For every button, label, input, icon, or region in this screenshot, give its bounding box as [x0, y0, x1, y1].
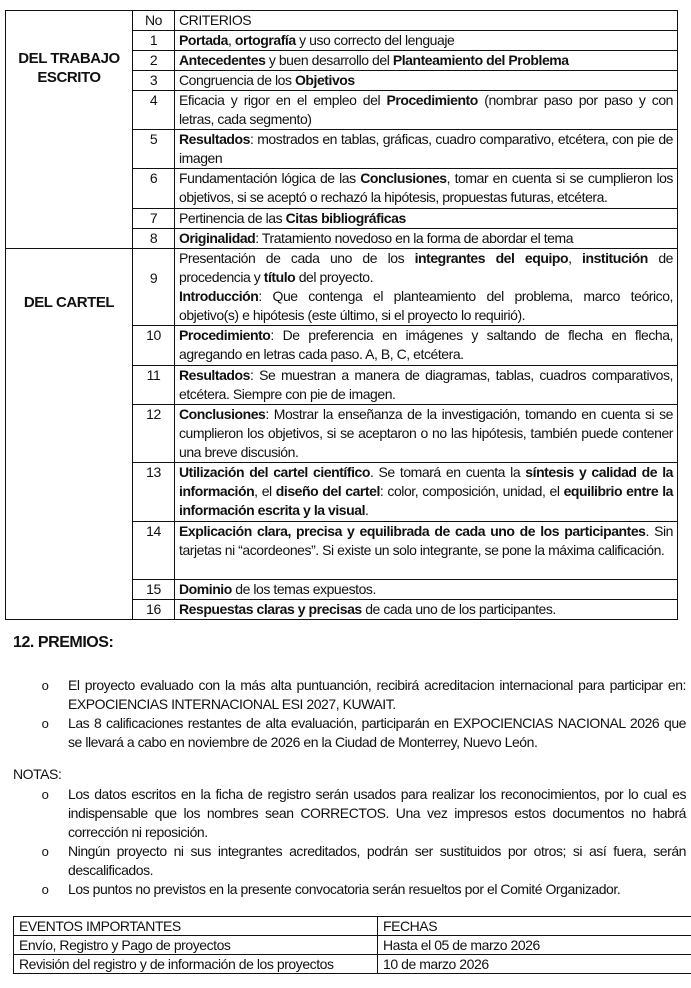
- criteria-text-part: : Tratamiento novedoso en la forma de abordar el tema: [255, 230, 574, 246]
- criteria-text-bold: Objetivos: [294, 72, 355, 88]
- criteria-text-bold: Originalidad: [179, 230, 256, 246]
- criteria-text-bold: Utilización del cartel científico: [179, 464, 370, 480]
- notas-item: o Los datos escritos en la ficha de registro serán usados para realizar los reconocimientos, por lo cual es indispensable que los nombres sean CORRECTOS. Una vez impresos estos documentos no habrá corrección ni reposición.: [41, 786, 686, 840]
- criteria-text-bold: Procedimiento: [179, 327, 271, 343]
- criteria-number: 4: [133, 91, 175, 130]
- criteria-text-part: del proyecto.: [295, 269, 374, 285]
- notas-item: o Los puntos no previstos en la presente convocatoria serán resueltos por el Comité Organizador.: [41, 881, 621, 897]
- criteria-text-bold: título: [263, 269, 296, 285]
- criteria-text-part: : Que contenga el planteamiento del problema, marco teórico, objetivo(s) e hipótesis (este último, si el proyecto lo requirió).: [179, 288, 673, 323]
- criteria-text-bold: integrantes del equipo: [414, 250, 569, 266]
- criteria-number: 13: [133, 463, 175, 522]
- criteria-text-part: ,: [227, 32, 235, 48]
- criteria-text-bold: Portada: [179, 32, 228, 48]
- criteria-text-part: , tomar en cuenta si se cumplieron los objetivos, si se aceptó o rechazó la hipótesis, propuestas futuras, etcétera.: [179, 170, 673, 205]
- notas-list: [40, 785, 686, 899]
- criteria-text-part: . Sin tarjetas ni “acordeones”. Si existe un solo integrante, se pone la máxima calificación.: [179, 523, 673, 558]
- criteria-number: 10: [133, 326, 175, 366]
- criteria-text-bold: Planteamiento del Problema: [392, 52, 569, 68]
- criteria-text-part: Congruencia de los: [179, 72, 295, 88]
- criteria-text-bold: Conclusiones: [179, 406, 266, 422]
- criteria-text-part: ,: [568, 250, 583, 266]
- criteria-number: 16: [133, 600, 175, 620]
- event-date: 10 de marzo 2026: [378, 955, 691, 974]
- criteria-text: [175, 600, 678, 620]
- section-label-line1: DEL TRABAJO: [18, 50, 120, 67]
- events-row: [14, 955, 691, 974]
- criteria-text: [175, 326, 678, 366]
- criteria-text: [175, 91, 678, 130]
- criteria-text-part: .: [365, 502, 369, 518]
- criteria-header-row: [6, 11, 678, 31]
- criteria-text: [175, 580, 678, 600]
- criteria-number: 12: [133, 405, 175, 463]
- criteria-text-part: : Se muestran a manera de diagramas, tablas, cuadros comparativos, etcétera. Siempre con pie de imagen.: [179, 367, 673, 402]
- bullet-circle-icon: o: [41, 787, 49, 802]
- events-table: [13, 916, 691, 974]
- events-header-fechas: FECHAS: [378, 917, 691, 936]
- criteria-text-part: y buen desarrollo del: [265, 52, 393, 68]
- criteria-text-part: de cada uno de los participantes.: [361, 601, 556, 617]
- criteria-text-part: Pertinencia de las: [179, 210, 286, 226]
- criteria-text-part: : Mostrar la enseñanza de la investigación, tomando en cuenta si se cumplieron los objetivos, si se aceptaron o no las hipótesis, también puede contener una breve discusión.: [179, 406, 673, 460]
- criteria-number: 7: [133, 209, 175, 229]
- criteria-text-bold: Conclusiones: [360, 170, 447, 186]
- criteria-text-bold: Explicación clara, precisa y equilibrada de cada uno de los participantes: [179, 523, 646, 539]
- criteria-text: [175, 463, 678, 522]
- criteria-text-bold: Dominio: [179, 581, 232, 597]
- criteria-text: [175, 71, 678, 91]
- criteria-text-part: : De preferencia en imágenes y saltando de flecha en flecha, agregando en letras cada paso. A, B, C, etcétera.: [179, 327, 673, 362]
- bullet-circle-icon: o: [41, 844, 49, 859]
- criteria-text-part: de procedencia y: [179, 250, 673, 285]
- event-date: Hasta el 05 de marzo 2026: [378, 936, 691, 955]
- events-header-eventos: EVENTOS IMPORTANTES: [14, 917, 378, 936]
- criteria-text: [175, 249, 678, 326]
- section-label-line2: ESCRITO: [37, 69, 101, 86]
- criteria-number: 8: [133, 229, 175, 249]
- criteria-text-part: (nombrar paso por paso y con letras, cada segmento): [179, 92, 673, 127]
- criteria-text-bold: Respuestas claras y precisas: [179, 601, 362, 617]
- criteria-text-part: Presentación de cada uno de los: [179, 250, 415, 266]
- premios-item: o Las 8 calificaciones restantes de alta evaluación, participarán en EXPOCIENCIAS NACIONAL 2026 que se llevará a cabo en noviembre de 2026 en la Ciudad de Monterrey, Nuevo León.: [41, 715, 686, 750]
- event-name: Revisión del registro y de información de los proyectos: [14, 955, 378, 974]
- criteria-number: 2: [133, 51, 175, 71]
- criteria-text: [175, 522, 678, 580]
- notas-item: o Ningún proyecto ni sus integrantes acreditados, podrán ser sustituidos por otros; si así fuera, serán descalificados.: [41, 843, 686, 878]
- criteria-number: 11: [133, 366, 175, 405]
- criteria-text: [175, 229, 678, 249]
- header-no: No: [133, 11, 175, 31]
- criteria-text: [175, 130, 678, 169]
- bullet-circle-icon: o: [41, 678, 49, 693]
- criteria-number: 1: [133, 31, 175, 51]
- criteria-text-bold: institución: [582, 250, 648, 266]
- criteria-text: [175, 209, 678, 229]
- criteria-text-bold: diseño del cartel: [275, 483, 380, 499]
- criteria-number: 9: [133, 249, 175, 326]
- criteria-text-bold: equilibrio entre la información escrita y la visual: [179, 483, 674, 518]
- bullet-circle-icon: o: [41, 882, 49, 897]
- criteria-text: [175, 169, 678, 209]
- criteria-text-part: de los temas expuestos.: [231, 581, 376, 597]
- criteria-text-bold: Resultados: [179, 131, 250, 147]
- criteria-text: [175, 405, 678, 463]
- criteria-text: [175, 51, 678, 71]
- criteria-text: [175, 31, 678, 51]
- criteria-text: [175, 366, 678, 405]
- criteria-row: [6, 249, 678, 326]
- criteria-text-bold: Citas bibliográficas: [285, 210, 406, 226]
- criteria-text-part: : mostrados en tablas, gráficas, cuadro comparativo, etcétera, con pie de imagen: [179, 131, 673, 166]
- criteria-text-part: , el: [254, 483, 276, 499]
- criteria-number: 5: [133, 130, 175, 169]
- criteria-text-part: Fundamentación lógica de las: [179, 170, 361, 186]
- premios-list: [40, 676, 686, 752]
- premios-item: o El proyecto evaluado con la más alta puntuanción, recibirá acreditacion internacional para participar en: EXPOCIENCIAS INTERNACIONAL ESI 2027, KUWAIT.: [41, 677, 686, 712]
- events-row: [14, 936, 691, 955]
- criteria-text-bold: ortografía: [234, 32, 296, 48]
- criteria-table: [5, 10, 678, 620]
- criteria-number: 6: [133, 169, 175, 209]
- header-criterios: CRITERIOS: [175, 11, 678, 31]
- criteria-text-bold: Antecedentes: [179, 52, 266, 68]
- criteria-text-part: . Se tomará en cuenta la: [369, 464, 526, 480]
- criteria-text-part: y uso correcto del lenguaje: [295, 32, 455, 48]
- event-name: Envío, Registro y Pago de proyectos: [14, 936, 378, 955]
- criteria-text-bold: Introducción: [179, 288, 259, 304]
- events-header-row: [14, 917, 691, 936]
- criteria-text-bold: Procedimiento: [386, 92, 478, 108]
- criteria-text-part: Eficacia y rigor en el empleo del: [179, 92, 387, 108]
- criteria-number: 3: [133, 71, 175, 91]
- notas-title: NOTAS:: [13, 766, 62, 782]
- section-label-line1: DEL CARTEL: [23, 294, 115, 311]
- criteria-text-bold: síntesis y calidad de la información: [179, 464, 674, 499]
- criteria-number: 15: [133, 580, 175, 600]
- criteria-number: 14: [133, 522, 175, 580]
- section-trabajo-escrito: [6, 11, 133, 249]
- criteria-text-bold: Resultados: [179, 367, 250, 383]
- criteria-text-part: : color, composición, unidad, el: [379, 483, 564, 499]
- bullet-circle-icon: o: [41, 716, 49, 731]
- premios-heading: 12. PREMIOS:: [13, 634, 114, 651]
- section-del-cartel: [6, 249, 133, 620]
